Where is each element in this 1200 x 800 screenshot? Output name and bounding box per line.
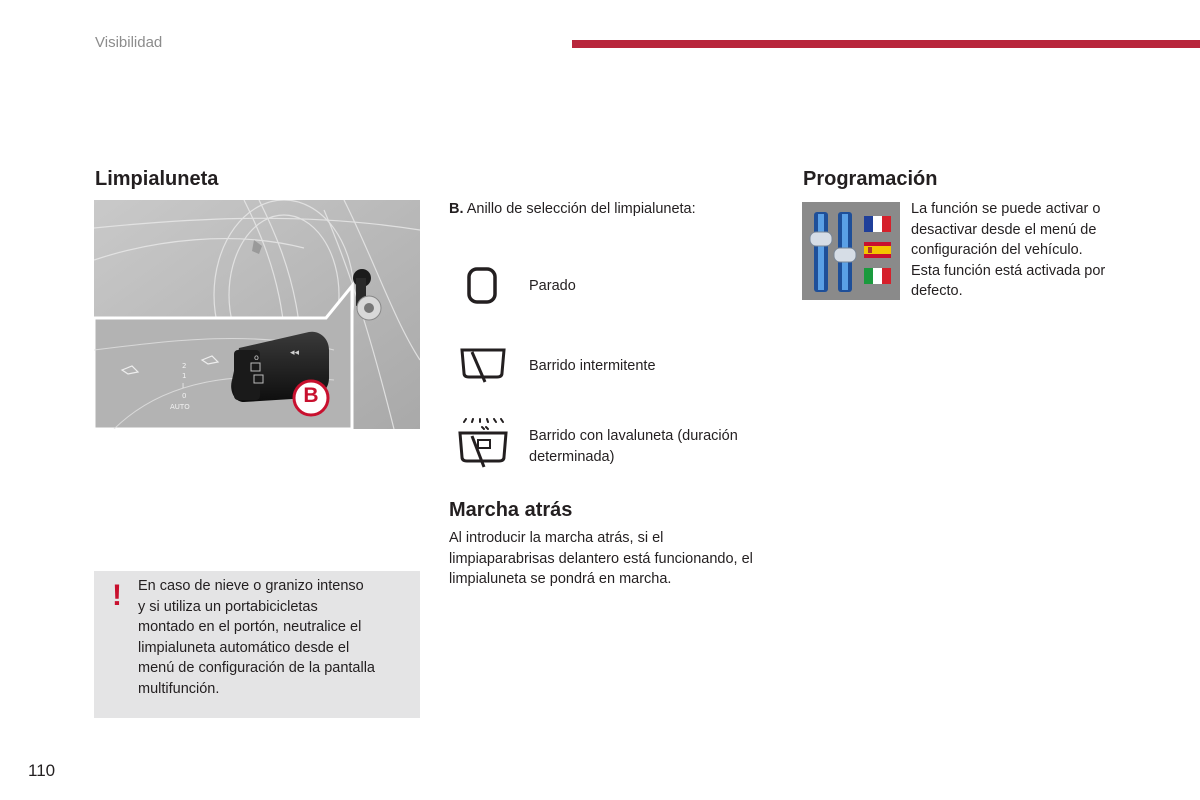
warning-text [138,576,400,699]
mode-label-stop: Parado [529,278,576,294]
warning-line: limpialuneta automático desde el [138,639,350,656]
warning-box [94,571,420,718]
warning-line: montado en el portón, neutralice el [138,619,362,635]
reverse-line: limpiaparabrisas delantero está funcionando, el [449,550,753,567]
svg-text:0: 0 [182,392,187,400]
programacion-line: desactivar desde el menú de [911,221,1097,238]
programacion-text [911,199,1105,302]
marcha-atras-title: Marcha atrás [449,499,573,521]
programacion-title: Programación [803,168,938,190]
programacion-line: defecto. [911,283,963,299]
ring-intro-text: Anillo de selección del limpialuneta: [463,201,696,217]
intermittent-wipe-icon [458,345,510,390]
page-number: 110 [28,761,56,780]
section-label: Visibilidad [95,34,163,51]
wipe-wash-icon [456,418,512,477]
warning-line: y si utiliza un portabicicletas [138,598,318,615]
limpialuneta-title: Limpialuneta [95,168,219,190]
programacion-line: La función se puede activar o [911,201,1101,217]
svg-text:2: 2 [182,362,187,370]
warning-line: En caso de nieve o granizo intenso [138,578,364,594]
reverse-line: Al introducir la marcha atrás, si el [449,530,664,546]
warning-line: multifunción. [138,680,220,697]
exclamation-icon: ! [112,579,122,612]
svg-text:1: 1 [182,372,187,380]
svg-text:o: o [254,353,259,362]
mode-label-wipe-wash [529,426,738,467]
warning-line: menú de configuración de la pantalla [138,660,375,676]
svg-text:AUTO: AUTO [170,403,190,411]
marcha-atras-text [449,528,753,590]
svg-text:I: I [182,382,185,390]
settings-sliders-flags-icon [802,202,900,300]
rear-wiper-stalk-photo [94,200,420,429]
programacion-line: configuración del vehículo. [911,242,1083,258]
programacion-line: Esta función está activada por [911,262,1106,279]
header-accent-bar [572,40,1200,48]
stop-ring-icon [462,266,504,311]
ring-intro [449,199,696,220]
mode-label-line: Barrido con lavaluneta (duración [529,428,738,444]
mode-label-intermittent: Barrido intermitente [529,358,656,374]
b-badge-label: B [303,384,319,407]
reverse-line: limpialuneta se pondrá en marcha. [449,571,672,587]
svg-text:◂◂: ◂◂ [290,348,300,358]
ring-intro-label: B. [449,201,464,217]
rear-wiper-stalk-illustration [94,200,420,429]
mode-label-line: determinada) [529,448,615,465]
